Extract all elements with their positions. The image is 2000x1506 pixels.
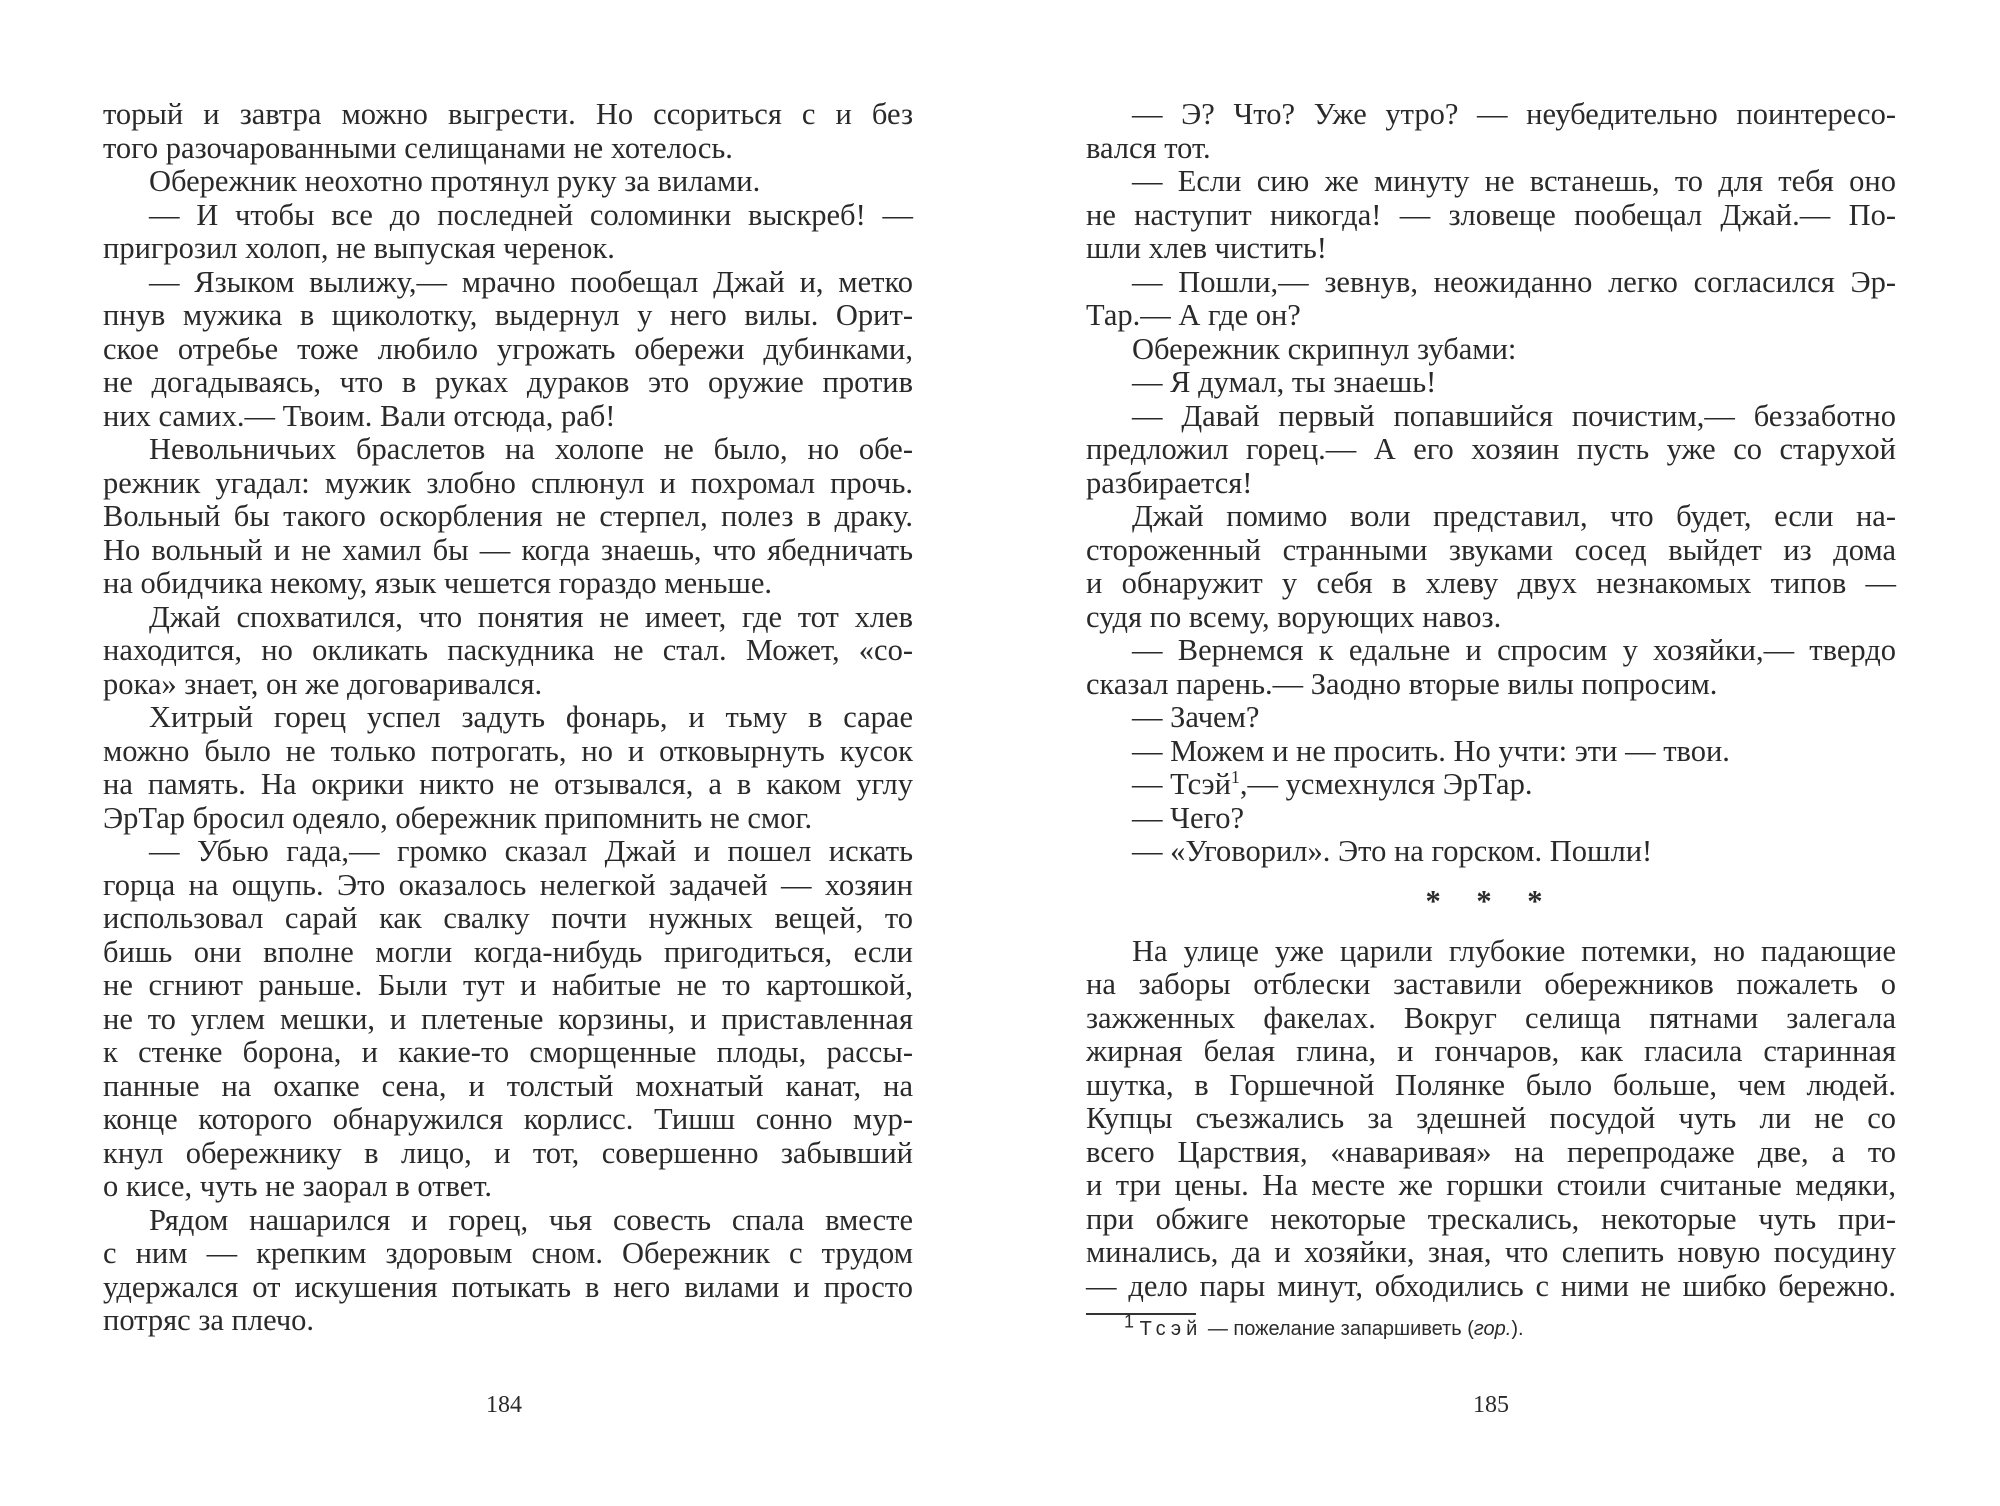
text-line: и обнаружит у себя в хлеву двух незнакомых типов — xyxy=(1086,566,1896,600)
text-line: Рядом нашарился и горец, чья совесть спала вместе xyxy=(149,1202,913,1237)
text-line: — Чего? xyxy=(1132,800,1245,835)
text-line: не сгниют раньше. Были тут и набитые не то картошкой, xyxy=(103,968,913,1002)
text-line: — Можем и не просить. Но учти: эти — твои. xyxy=(1132,733,1730,768)
text-line: находится, но окликать паскудника не стал. Может, «со- xyxy=(103,633,913,667)
text-line: Хитрый горец успел задуть фонарь, и тьму в сарае xyxy=(149,700,913,734)
text-line: — Я думал, ты знаешь! xyxy=(1132,365,1437,399)
text-line: пригрозил холоп, не выпуская черенок. xyxy=(103,231,615,265)
text-line: Джай помимо воли представил, что будет, если на- xyxy=(1132,499,1896,533)
text-line: и три цены. На месте же горшки стоили считаные медяки, xyxy=(1086,1168,1896,1202)
text-line: судя по всему, ворующих навоз. xyxy=(1086,599,1502,634)
text-line: бишь они вполне могли когда-нибудь пригодиться, если xyxy=(103,934,913,969)
text-line: шутка, в Горшечной Полянке было больше, чем людей. xyxy=(1086,1067,1896,1102)
text-line: всего Царствия, «наваривая» на перепродаже две, а то xyxy=(1086,1134,1896,1169)
text-line: о кисе, чуть не заорал в ответ. xyxy=(103,1169,493,1203)
text-line: панные на охапке сена, и толстый мохнатый канат, на xyxy=(103,1068,913,1103)
text-line: Тар.— А где он? xyxy=(1086,298,1301,332)
text-line: жирная белая глина, и гончаров, как гласила старинная xyxy=(1086,1034,1896,1068)
text-line: — Вернемся к едальне и спросим у хозяйки,— твердо xyxy=(1132,633,1896,667)
text-line: ское отребье тоже любило угрожать обережи дубинками, xyxy=(103,331,913,366)
left-page xyxy=(103,98,913,1338)
text-line: рока» знает, он же договаривался. xyxy=(103,666,543,701)
text-line: на заборы отблески заставили обережников пожалеть о xyxy=(1086,967,1896,1001)
text-line: Джай спохватился, что понятия не имеет, где тот хлев xyxy=(149,599,913,634)
text-line: шли хлев чистить! xyxy=(1086,231,1327,265)
text-line: зажженных факелах. Вокруг селища пятнами залегала xyxy=(1086,1000,1896,1035)
text-line: того разочарованными селищанами не хотелось. xyxy=(103,130,733,165)
text-line: ЭрТар бросил одеяло, обережник припомнить не смог. xyxy=(103,800,813,835)
text-line: к стенке борона, и какие-то сморщенные плоды, рассы- xyxy=(103,1035,913,1069)
footnote-marker[interactable]: 1 xyxy=(1230,766,1240,787)
text-line: минались, да и хозяйки, зная, что слепить новую посудину xyxy=(1086,1235,1896,1269)
text-line: — дело пары минут, обходились с ними не шибко бережно. xyxy=(1086,1268,1896,1303)
text-line: — Зачем? xyxy=(1132,700,1260,734)
text-line: кнул обережнику в лицо, и тот, совершенно забывший xyxy=(103,1135,913,1170)
text-line: конце которого обнаружился корлисс. Тишш сонно мур- xyxy=(103,1102,913,1136)
text-line: использовал сарай как свалку почти нужных вещей, то xyxy=(103,901,913,935)
text-line: Обережник скрипнул зубами: xyxy=(1132,331,1517,366)
text-line: на память. На окрики никто не отзывался, а в каком углу xyxy=(103,767,913,801)
text-line: не то углем мешки, и плетеные корзины, и приставленная xyxy=(103,1001,913,1036)
text-line: режник угадал: мужик злобно сплюнул и похромал прочь. xyxy=(103,465,913,500)
text-line: при обжиге некоторые трескались, некоторые чуть при- xyxy=(1086,1201,1896,1236)
text-line: — Пошли,— зевнув, неожиданно легко согласился Эр- xyxy=(1132,264,1896,299)
text-line: с ним — крепким здоровым сном. Обережник с трудом xyxy=(103,1236,913,1270)
text-line: Обережник неохотно протянул руку за вилами. xyxy=(149,164,761,198)
text-line: Но вольный и не хамил бы — когда знаешь, что ябедничать xyxy=(103,532,913,567)
text-line: — «Уговорил». Это на горском. Пошли! xyxy=(1132,834,1653,868)
right-page xyxy=(1086,98,1896,1343)
text-line: сказал парень.— Заодно вторые вилы попросим. xyxy=(1086,666,1718,701)
text-line: них самих.— Твоим. Вали отсюда, раб! xyxy=(103,398,616,433)
text-line: На улице уже царили глубокие потемки, но падающие xyxy=(1132,933,1896,968)
text-line: можно было не только потрогать, но и отковырнуть кусок xyxy=(103,733,913,768)
text-line: потряс за плечо. xyxy=(103,1303,315,1337)
text-line: торый и завтра можно выгрести. Но ссориться с и без xyxy=(103,97,913,131)
text-line: Вольный бы такого оскорбления не стерпел, полез в драку. xyxy=(103,499,913,533)
text-line: — Э? Что? Уже утро? — неубедительно поинтересо- xyxy=(1132,97,1896,131)
text-line: — И чтобы все до последней соломинки выскреб! — xyxy=(149,197,913,232)
footnote: $^1$ Тсэй — пожелание запаршиветь (гор.). xyxy=(1124,1311,1524,1340)
text-line: горца на ощупь. Это оказалось нелегкой задачей — хозяин xyxy=(103,867,913,902)
section-separator: * * * xyxy=(1425,883,1557,918)
text-line: на обидчика некому, язык чешется гораздо меньше. xyxy=(103,566,773,600)
left-page-number: 184 xyxy=(486,1392,522,1418)
text-line: предложил горец.— А его хозяин пусть уже со старухой xyxy=(1086,432,1896,466)
text-line: вался тот. xyxy=(1086,130,1211,165)
text-line: — Давай первый попавшийся почистим,— беззаботно xyxy=(1132,398,1896,433)
text-line: — Убью гада,— громко сказал Джай и пошел искать xyxy=(149,834,913,868)
text-line: не наступит никогда! — зловеще пообещал Джай.— По- xyxy=(1086,197,1896,232)
text-line: стороженный странными звуками сосед выйдет из дома xyxy=(1086,532,1896,567)
text-line: — Если сию же минуту не встанешь, то для тебя оно xyxy=(1132,164,1896,198)
text-line: удержался от искушения потыкать в него вилами и просто xyxy=(103,1269,913,1304)
text-line: — Языком вылижу,— мрачно пообещал Джай и, метко xyxy=(149,264,913,299)
text-line: Купцы съезжались за здешней посудой чуть ли не со xyxy=(1086,1101,1896,1135)
text-line: пнув мужика в щиколотку, выдернул у него вилы. Орит- xyxy=(103,298,913,332)
text-line: Невольничьих браслетов на холопе не было, но обе- xyxy=(149,432,913,466)
text-line: — Тсэй$^1$,— усмехнулся ЭрТар. xyxy=(1132,766,1533,801)
right-page-number: 185 xyxy=(1473,1392,1509,1418)
text-line: не догадываясь, что в руках дураков это оружие против xyxy=(103,365,913,399)
text-line: разбирается! xyxy=(1086,465,1253,500)
